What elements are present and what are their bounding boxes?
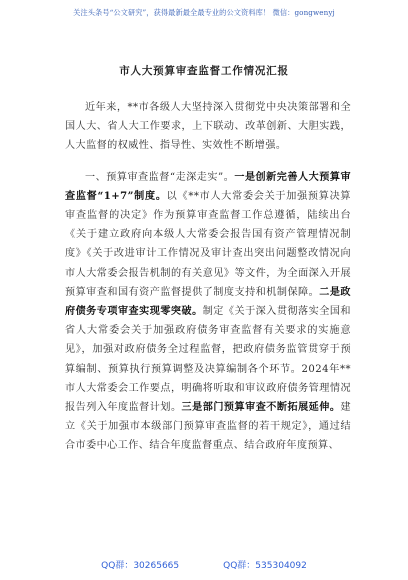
document-body (65, 98, 351, 456)
section-one-paragraph (65, 168, 351, 456)
point-two-heading: 二是政府债务专项审查实现零突破。 (65, 286, 351, 318)
qq-group-two: QQ群：535304092 (223, 561, 307, 571)
point-one-text: 以《**市人大常委会关于加强预算决算审查监督的决定》作为预算审查监督工作总遵循，陆续出台《关于建立政府向本级人大常委会报告国有资产管理情况制度》《关于改进审计工作情况及审计查出突出问题整改情况向市人大常委会报告机制的有关意见》等文件，为全面深入开展预算审查和国有资产监督提供了制度支持和机制保障。 (65, 190, 351, 298)
point-one-heading: 一是创新完善人大预算审查监督“1+7”制度。 (65, 171, 351, 202)
document-title: 市人大预算审查监督工作情况汇报 (119, 65, 289, 77)
qq-group-one: QQ群：30265665 (101, 561, 180, 571)
point-two-text: 制定《关于深入贯彻落实全国和省人大常委会关于加强政府债务审查监督有关要求的实施意见》，加强对政府债务全过程监督，把政府债务监管贯穿于预算编制、预算执行预算调整及决算编制各个环节。2024年**市人大常委会工作要点，明确将听取和审议政府债务管理情况报告列入年度监督计划。 (65, 306, 351, 414)
point-three-text: 建立《关于加强市本级部门预算审查监督的若干规定》，通过结合市委中心工作、结合年度监督重点、结合政府年度预算、 (65, 402, 352, 452)
section-one-heading: 一、预算审查监督“走深走实”。 (85, 171, 235, 183)
intro-paragraph: 近年来，**市各级人大坚持深入贯彻党中央决策部署和全国人大、省人大工作要求，上下联动、改革创新、大胆实践，人大监督的权威性、指导性、实效性不断增强。 (65, 102, 351, 152)
point-three-heading: 三是部门预算审查不断拓展延伸。 (181, 402, 341, 414)
footer-contact (0, 558, 408, 571)
header-banner: 关注头条号“公文研究”，获得最新最全最专业的公文资料库！ 微信：gongwenyj (73, 8, 335, 17)
